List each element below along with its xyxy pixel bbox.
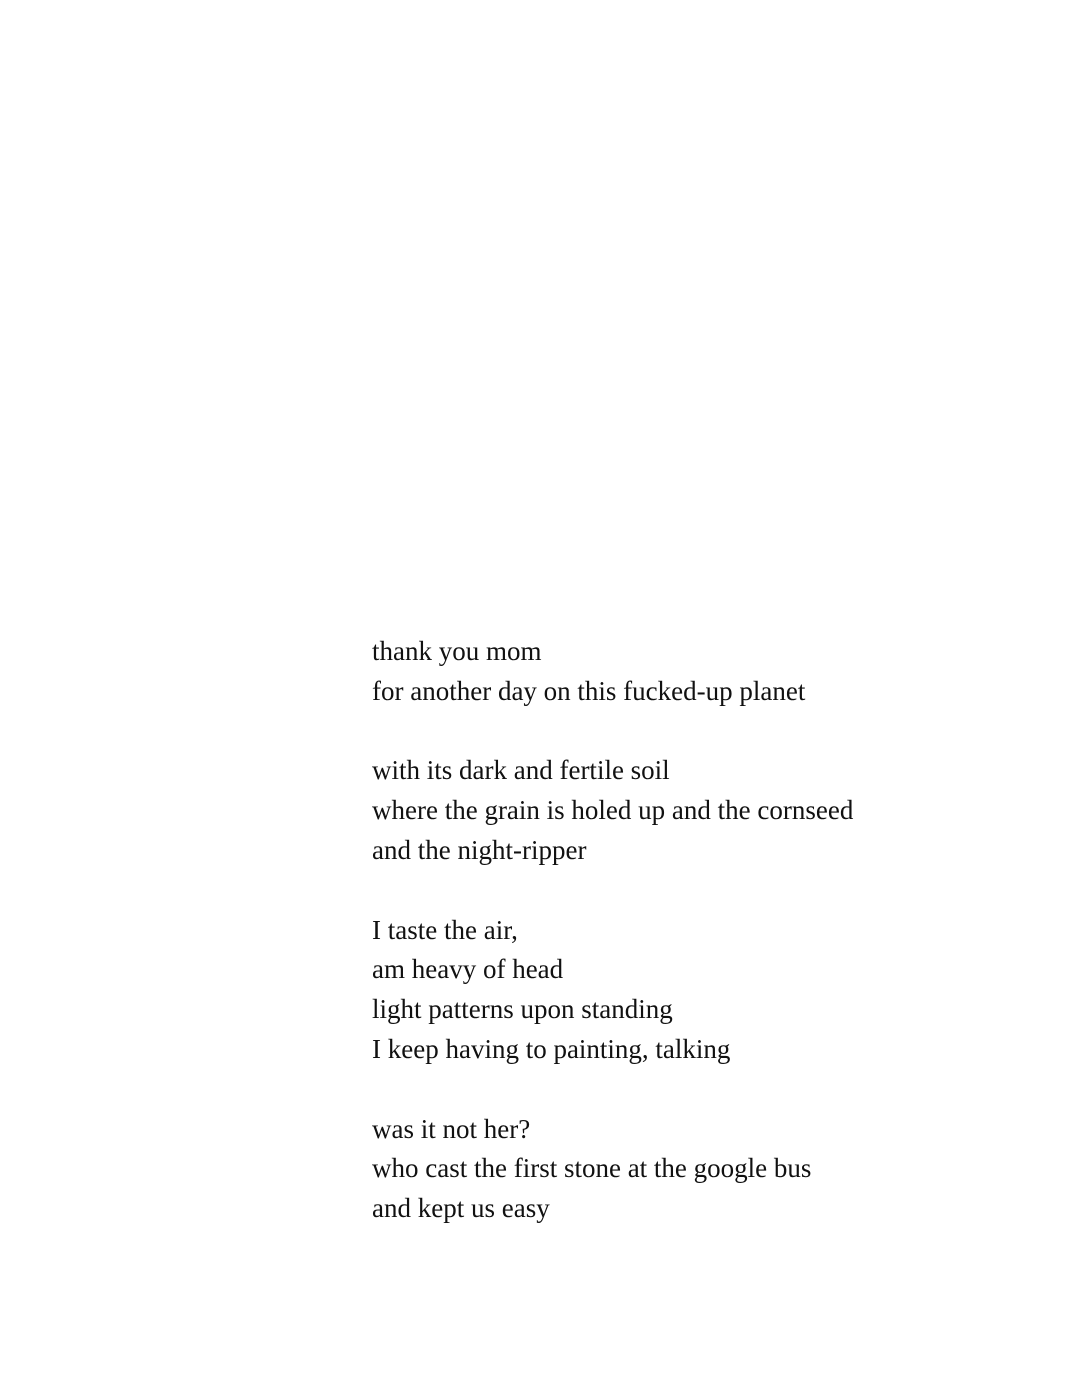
stanza-3 (372, 911, 1052, 1070)
poem-line: I taste the air, (372, 914, 518, 945)
stanza-1 (372, 632, 1052, 712)
poem-line: who cast the first stone at the google bus (372, 1153, 812, 1184)
poem-line: with its dark and fertile soil (372, 755, 670, 786)
poem-line: for another day on this fucked-up planet (372, 675, 806, 706)
stanza-2 (372, 751, 1052, 870)
poem-line: light patterns upon standing (372, 994, 673, 1025)
poem-line: thank you mom (372, 636, 542, 666)
poem-line: where the grain is holed up and the cornseed (372, 795, 854, 826)
poem (372, 632, 1052, 1229)
poem-line: am heavy of head (372, 954, 564, 985)
poem-line: and kept us easy (372, 1193, 550, 1224)
poem-line: and the night-ripper (372, 834, 587, 865)
poem-line: was it not her? (372, 1113, 531, 1144)
stanza-4 (372, 1110, 1052, 1229)
poem-line: I keep having to painting, talking (372, 1033, 731, 1064)
